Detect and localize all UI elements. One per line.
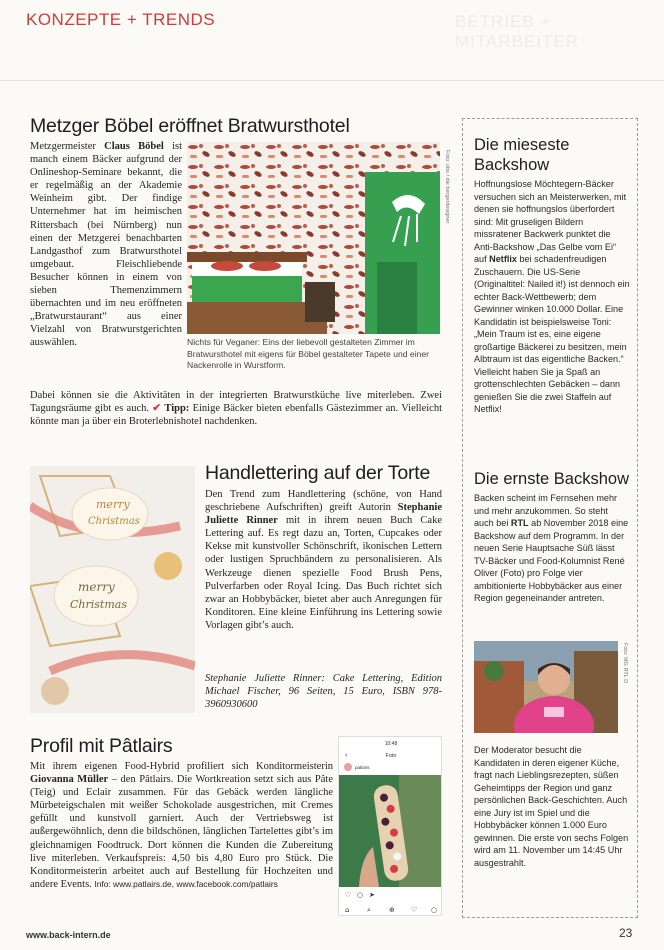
info-links: Info: www.patlairs.de, www.facebook.com/patlairs	[94, 878, 278, 889]
article1-title: Metzger Böbel eröffnet Bratwursthotel	[30, 115, 350, 137]
share-icon: ➤	[369, 891, 375, 899]
footer-url: www.back-intern.de	[26, 930, 111, 940]
brand-rtl: RTL	[510, 518, 529, 528]
sidebar2-text: Backen scheint im Fernsehen mehr und mehr anzukommen. So steht auch bei RTL ab November 2018 eine Backshow auf dem Programm. In der neuen Serie Hauptsache Süß lässt TV-Bäcker und Food-Kolumnist René Oliver (Foto) pro Folge vier ambitionierte Hobbybäcker aus einer Region gegeneinander antreten.	[474, 493, 629, 603]
account-avatar	[344, 763, 352, 771]
cookie-lettering: Christmas	[70, 598, 127, 611]
cookie-lettering: Christmas	[88, 516, 140, 527]
article1-body-left: Metzgermeister Claus Böbel ist manch einem Bäcker aufgrund der Onlineshop-Seminare bekannt, die er regelmäßig an der Akademie Weinheim gibt. Der findige Unternehmer hat im heimischen Rittersbach (bei Nürnberg) nun einen der Metzgerei benachbarten Landgasthof zum Bratwursthotel umgebaut. Fleischliebende Besucher können in einem von sieben Themenzimmern übernachten und im neu eröffneten „Bratwurstaurant“ aus einer Vielzahl von Bratwurstgerichten auswählen.	[30, 141, 182, 349]
moderator-photo	[474, 641, 618, 733]
sidebar1-title: Die mieseste Backshow	[474, 136, 570, 174]
person-name: Claus Böbel	[104, 141, 164, 152]
confectioner-name: Giovanna Müller	[30, 774, 109, 786]
search-icon: ⌕	[367, 906, 371, 914]
sidebar2-title: Die ernste Backshow	[474, 470, 629, 488]
cookie-lettering: merry	[78, 580, 115, 594]
checkmark-icon: ✔	[152, 403, 162, 415]
home-icon: ⌂	[345, 906, 350, 914]
heart-icon: ♡	[345, 891, 352, 899]
phone-screen-title: Foto	[385, 753, 397, 759]
add-icon: ⊕	[389, 906, 395, 914]
comment-icon: ○	[357, 891, 364, 899]
article1-body-wide: Dabei können sie die Aktivitäten in der integrierten Bratwurstküche live miterleben. Zwei Tagungsräume gibt es auch. ✔ Tipp: Einige Bäcker bieten ebenfalls Gästezimmer an. Vielleicht könnte man ja über ein Broterlebnishotel nachdenken.	[30, 390, 442, 428]
phone-status-time: 10:48	[384, 741, 398, 747]
photo-caption: Nichts für Veganer: Eins der liebevoll gestalteten Zimmer im Bratwursthotel mit eigens für Böbel gestalteter Tapete und einer Nackenrolle in Wurstform.	[187, 337, 430, 371]
book-info: Stephanie Juliette Rinner: Cake Lettering, Edition Michael Fischer, 96 Seiten, 15 Euro, ISBN 978-3960930600	[205, 673, 442, 711]
instagram-phone-screenshot	[338, 736, 442, 916]
sidebar1-text: Hoffnungslose Möchtegern-Bäcker versuchen sich an Meisterwerken, mit denen sie hoffnungslos überfordert sind: Mit gruseligen Bildern missratener Backwerk punktet die Anti-Backshow „Das Gelbe vom Ei“ auf Netflix bei schadenfreudigen Zuschauern. Die US-Serie (Originaltitel: Nailed it!) ist dennoch ein echter Back-Wettbewerb; dem Gewinner winken 10.000 Dollar. Eine Kandidatin ist beispielsweise Toni: „Mein Traum ist es, eine eigene großartige Bäckerei zu besitzen, mein Albtraum ist das eigentliche Backen.“ Vielleicht haben Sie ja Spaß an grottenschlechten Gebäcken – dann genießen Sie die zwei Staffeln auf Netflix!	[474, 179, 630, 414]
lettering-cookies-photo	[30, 466, 195, 713]
article3-body: Mit ihrem eigenen Food-Hybrid profiliert sich Konditormeisterin Giovanna Müller – den Pâtlairs. Die Wortkreation setzt sich aus Pâte (Teig) und Eclair zusammen. Für das Gebäck werden längliche Mürbeteigschalen mit weißer Schokolade ausgestrichen, mit Cremes gefüllt und kunstvoll garniert. Auch der Vertriebsweg ist außergewöhnlich, denn die bildschönen, länglichen Tartelettes gibt’s im gleichnamigen Foodtruck. Dort können die Kunden die Zubereitung live miterleben. Verkaufspreis: 4,50 bis 4,80 Euro pro Stück. Die Konditormeisterin arbeitet auch auf Bestellung für Hochzeiten und andere Events. Info: www.patlairs.de, www.facebook.com/patlairs	[30, 761, 333, 890]
activity-icon: ♡	[411, 906, 418, 914]
brand-netflix: Netflix	[489, 254, 517, 264]
cookie-lettering: merry	[96, 498, 130, 511]
header-divider	[0, 80, 664, 81]
back-icon: ‹	[345, 752, 348, 759]
author-name: Stephanie Juliette Rinner	[205, 502, 442, 527]
bratwurst-hotel-room-photo	[187, 142, 440, 334]
moderator-photo-credit: Foto: MG RTL D	[622, 643, 628, 684]
show-through-rubric: BETRIEB + MITARBEITER	[455, 12, 580, 51]
section-rubric: KONZEPTE + TRENDS	[26, 10, 216, 29]
article2-title: Handlettering auf der Torte	[205, 462, 431, 484]
sidebar2-text-continued: Der Moderator besucht die Kandidaten in deren eigener Küche, fragt nach Lieblingsrezepten, süßen Geheimtipps der Region und ganz persönlichen Back-Geschichten. Auch eine Jury ist im Spiel und die Hobbybäcker können 1.000 Euro gewinnen. Die erste von sechs Folgen wird am 11. November um 14:45 Uhr ausgestrahlt.	[474, 745, 629, 868]
account-name: patlairs	[355, 765, 370, 770]
page-number: 23	[619, 926, 633, 940]
article3-title: Profil mit Pâtlairs	[30, 735, 173, 757]
profile-icon: ○	[431, 906, 438, 914]
photo-credit: Foto: obs / die bergerdesigner	[444, 150, 450, 224]
article2-body: Den Trend zum Handlettering (schöne, von Hand geschriebene Aufschriften) greift Autorin Stephanie Juliette Rinner mit in ihrem neuen Buch Cake Lettering auf. Es regt dazu an, Torten, Cupcakes oder Kekse mit kunstvoller Schönschrift, ikonischen Lettern oder lustigen Spruchbändern zu personalisieren. Als Werkzeuge dienen spezielle Food Brush Pens, Pulverfarben oder Royal Icing. Das Buch richtet sich zwar an Hobbybäcker, bietet aber auch Anregungen für Konditoren. Eine kleine Einführung ins Lettering sowie Vorlagen gibt’s auch.	[205, 489, 442, 631]
